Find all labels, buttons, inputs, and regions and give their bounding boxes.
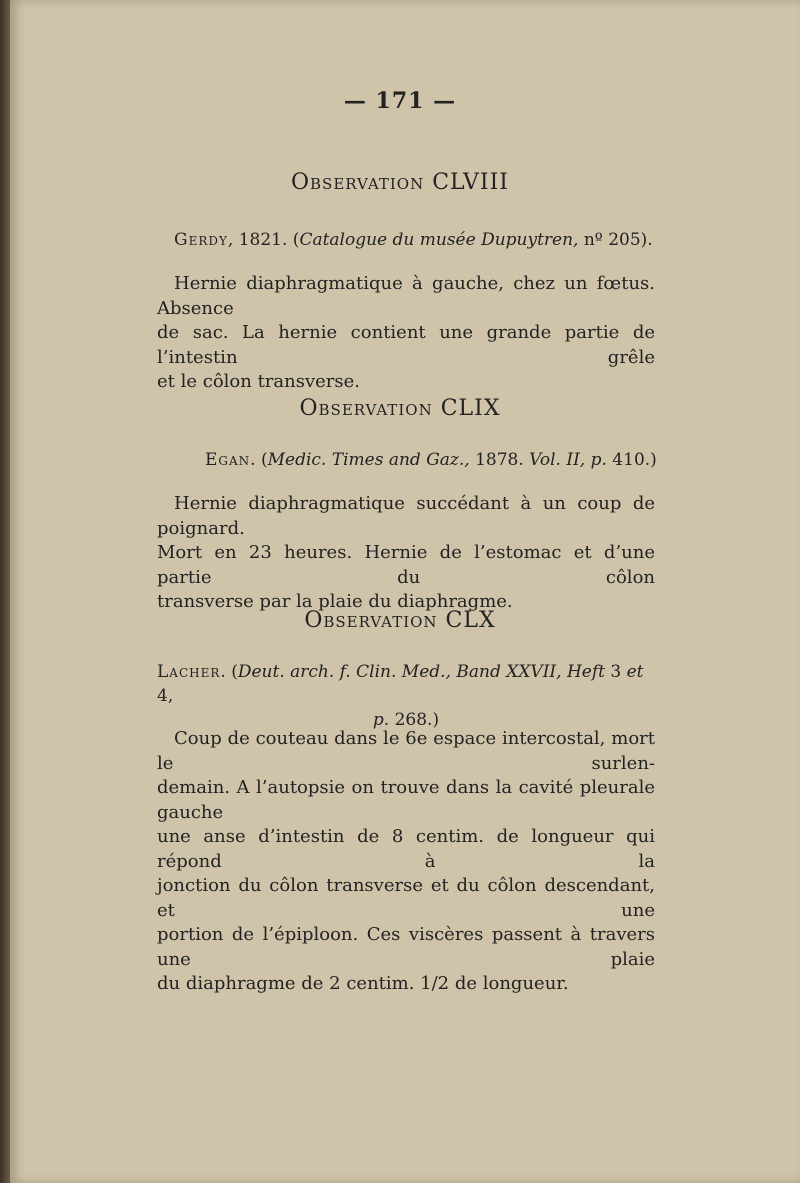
observation-text-clx: [157, 727, 655, 997]
reference-source: Deut. arch. f. Clin. Med., Band XXVII, Heft: [237, 662, 605, 682]
observation-reference-clviii: Gerdy, 1821. (Catalogue du musée Dupuytren, nº 205).: [174, 230, 653, 250]
text-line: et le côlon transverse.: [157, 371, 361, 392]
observation-title-clx: Observation CLX: [304, 608, 496, 633]
reference-source: Medic. Times and Gaz.,: [267, 450, 470, 470]
text-line: du diaphragme de 2 centim. 1/2 de longueur.: [157, 973, 569, 994]
observation-title-clviii: Observation CLVIII: [290, 170, 509, 195]
text-line: Coup de couteau dans le 6e espace intercostal, mort le surlen-: [157, 728, 655, 774]
text-line: Mort en 23 heures. Hernie de l’estomac et d’une partie du côlon: [157, 542, 655, 588]
text-line: transverse par la plaie du diaphragme.: [157, 591, 513, 612]
text-line: portion de l’épiploon. Ces viscères passent à travers une plaie: [157, 924, 655, 970]
text-line: une anse d’intestin de 8 centim. de longueur qui répond à la: [157, 826, 655, 872]
observation-title-clix: Observation CLIX: [299, 396, 501, 421]
observation-text-clix: [157, 492, 655, 615]
page-number: — 171 —: [343, 88, 457, 114]
text-line: Hernie diaphragmatique succédant à un coup de poignard.: [157, 493, 655, 539]
text-line: jonction du côlon transverse et du côlon descendant, et une: [157, 875, 655, 921]
reference-author: Lacher: [157, 662, 221, 682]
observation-reference-clx: Lacher. (Deut. arch. f. Clin. Med., Band XXVII, Heft 3 et 4, p. 268.): [157, 662, 644, 730]
reference-author: Egan: [205, 450, 251, 470]
reference-author: Gerdy: [174, 230, 228, 250]
reference-source: Catalogue du musée Dupuytren,: [299, 230, 579, 250]
observation-text-clviii: [157, 272, 655, 395]
text-line: demain. A l’autopsie on trouve dans la cavité pleurale gauche: [157, 777, 655, 823]
observation-reference-clix: Egan. (Medic. Times and Gaz., 1878. Vol. II, p. 410.): [205, 450, 657, 470]
text-line: de sac. La hernie contient une grande partie de l’intestin grêle: [157, 322, 655, 368]
text-line: Hernie diaphragmatique à gauche, chez un fœtus. Absence: [157, 273, 655, 319]
